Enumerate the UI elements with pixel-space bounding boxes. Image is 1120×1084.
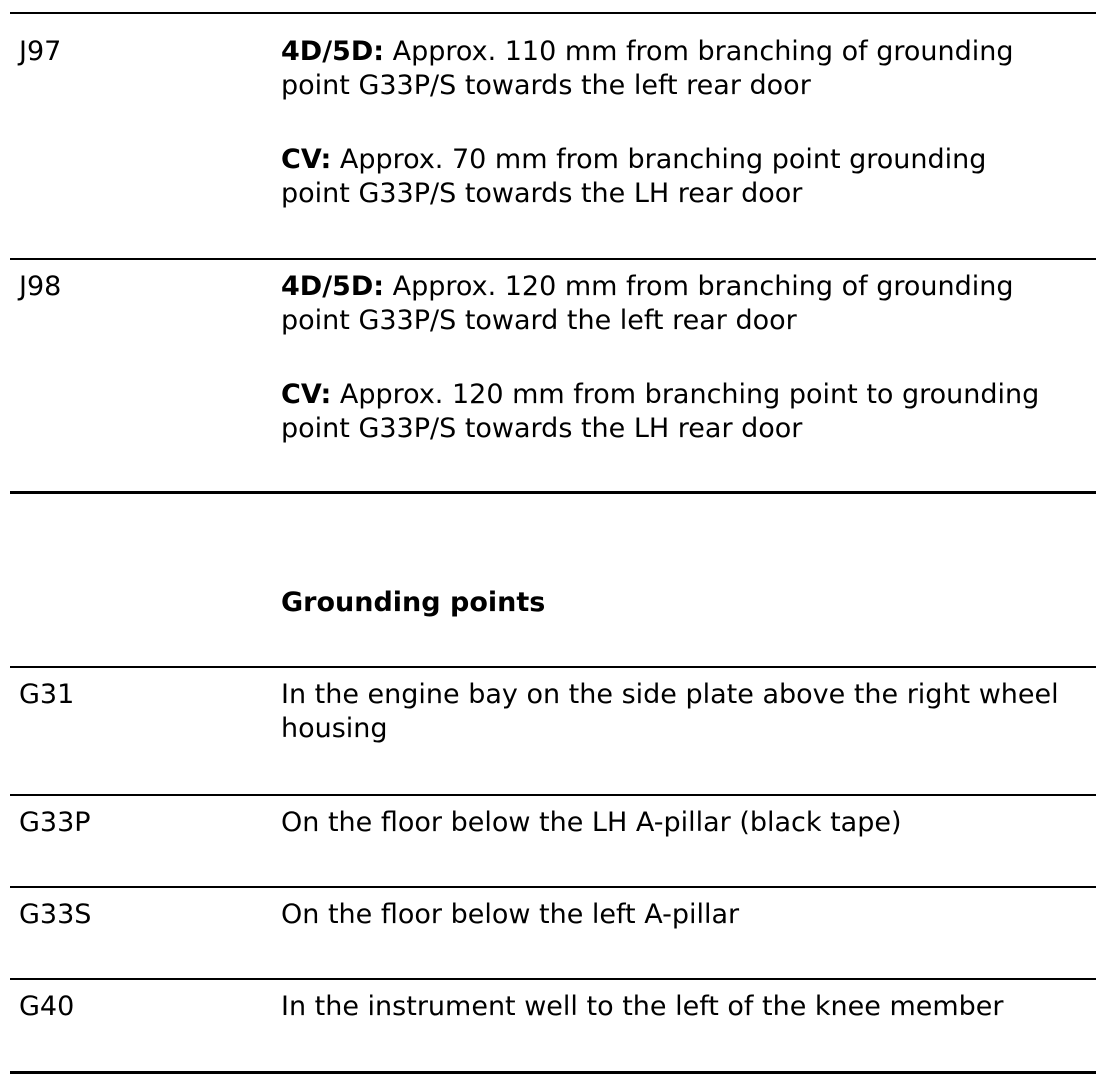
location-text-line: point G33P/S towards the left rear door bbox=[281, 70, 811, 101]
location-text-line: point G33P/S toward the left rear door bbox=[281, 305, 797, 336]
row-divider bbox=[10, 12, 1096, 14]
section-heading: Grounding points bbox=[281, 587, 546, 618]
variant-label: CV: bbox=[281, 144, 332, 175]
location-text-line: Approx. 70 mm from branching point grounding bbox=[331, 144, 987, 175]
location-paragraph bbox=[281, 143, 1101, 211]
grounding-point-id: G33P bbox=[19, 807, 91, 838]
row-divider bbox=[10, 978, 1096, 980]
grounding-point-location bbox=[281, 898, 1101, 932]
variant-label: 4D/5D: bbox=[281, 271, 385, 302]
location-paragraph bbox=[281, 270, 1101, 338]
grounding-point-location bbox=[281, 678, 1101, 746]
variant-label: 4D/5D: bbox=[281, 36, 385, 67]
connector-location bbox=[281, 35, 1101, 211]
location-text-line: In the engine bay on the side plate above the right wheel bbox=[281, 679, 1059, 710]
connector-location bbox=[281, 270, 1101, 446]
section-divider bbox=[10, 491, 1096, 494]
location-paragraph bbox=[281, 35, 1101, 103]
grounding-point-id: G33S bbox=[19, 899, 92, 930]
location-text-line: In the instrument well to the left of the knee member bbox=[281, 991, 1004, 1022]
location-text-line: Approx. 120 mm from branching point to grounding bbox=[331, 379, 1040, 410]
location-text-line: point G33P/S towards the LH rear door bbox=[281, 413, 803, 444]
row-divider bbox=[10, 666, 1096, 668]
grounding-point-id: G31 bbox=[19, 679, 75, 710]
location-text-line: On the floor below the left A-pillar bbox=[281, 899, 740, 930]
location-text-line: point G33P/S towards the LH rear door bbox=[281, 178, 803, 209]
grounding-point-location bbox=[281, 806, 1101, 840]
location-text-line: housing bbox=[281, 713, 388, 744]
connector-id: J97 bbox=[19, 36, 62, 67]
grounding-point-location bbox=[281, 990, 1101, 1024]
grounding-point-id: G40 bbox=[19, 991, 75, 1022]
row-divider bbox=[10, 258, 1096, 260]
location-text-line: Approx. 110 mm from branching of grounding bbox=[384, 36, 1014, 67]
location-text-line: On the floor below the LH A-pillar (black tape) bbox=[281, 807, 902, 838]
table-end-divider bbox=[10, 1071, 1096, 1074]
location-paragraph bbox=[281, 378, 1101, 446]
row-divider bbox=[10, 886, 1096, 888]
variant-label: CV: bbox=[281, 379, 332, 410]
row-divider bbox=[10, 794, 1096, 796]
location-text-line: Approx. 120 mm from branching of grounding bbox=[384, 271, 1014, 302]
connector-id: J98 bbox=[19, 271, 62, 302]
